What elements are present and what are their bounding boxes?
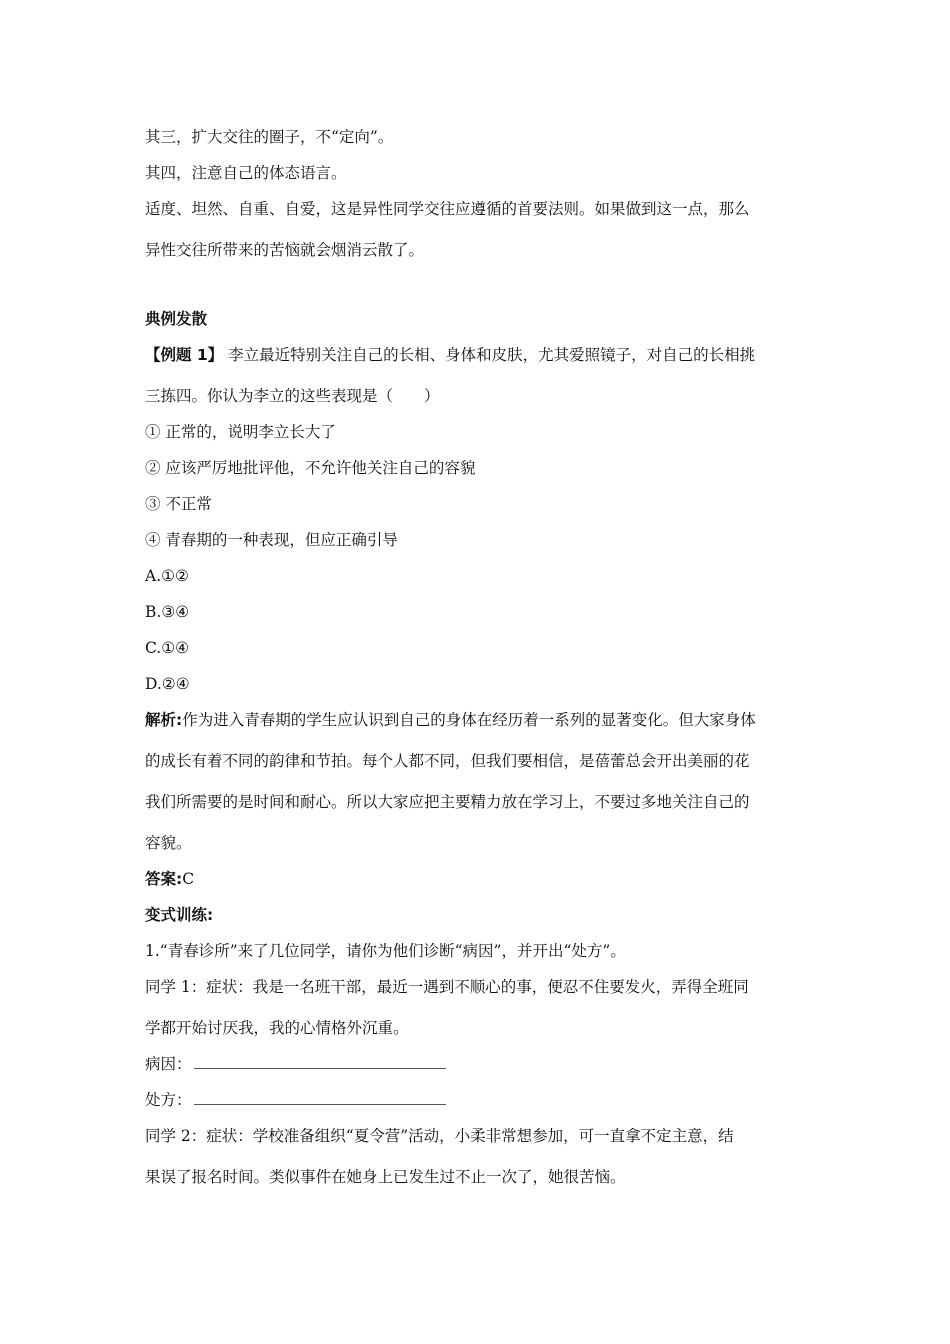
analysis-line-4: 容貌。 — [145, 834, 192, 852]
prescription-blank[interactable] — [194, 1090, 446, 1105]
answer-label: 答案: — [145, 870, 183, 888]
student-1-line-1: 同学 1：症状：我是一名班干部，最近一遇到不顺心的事，便忍不住要发火，弄得全班同 — [145, 978, 749, 996]
example-stem-line-2: 三拣四。你认为李立的这些表现是（ ） — [145, 387, 440, 405]
student-1-line-2: 学都开始讨厌我，我的心情格外沉重。 — [145, 1019, 409, 1037]
statement-3: ③ 不正常 — [145, 495, 212, 513]
student-2-line-1: 同学 2：症状：学校准备组织“夏令营”活动，小柔非常想参加，可一直拿不定主意，结 — [145, 1127, 734, 1145]
option-b: B.③④ — [145, 603, 190, 621]
intro-line-2: 其四，注意自己的体态语言。 — [145, 164, 347, 182]
student-2-line-2: 果误了报名时间。类似事件在她身上已发生过不止一次了，她很苦恼。 — [145, 1168, 626, 1186]
practice-question-1: 1.“青春诊所”来了几位同学，请你为他们诊断“病因”，并开出“处方”。 — [145, 942, 626, 960]
practice-title: 变式训练: — [145, 906, 214, 924]
option-c: C.①④ — [145, 639, 190, 657]
prescription-label: 处方： — [145, 1091, 192, 1109]
intro-line-3: 适度、坦然、自重、自爱，这是异性同学交往应遵循的首要法则。如果做到这一点，那么 — [145, 200, 750, 218]
answer-line — [145, 869, 194, 889]
example-stem-line-1 — [145, 345, 755, 365]
analysis-line-3: 我们所需要的是时间和耐心。所以大家应把主要精力放在学习上，不要过多地关注自己的 — [145, 793, 750, 811]
statement-4: ④ 青春期的一种表现，但应正确引导 — [145, 531, 398, 549]
prescription-line — [145, 1090, 446, 1110]
statement-1: ① 正常的，说明李立长大了 — [145, 423, 336, 441]
intro-line-4: 异性交往所带来的苦恼就会烟消云散了。 — [145, 241, 425, 259]
cause-blank[interactable] — [194, 1054, 446, 1069]
analysis-line-2: 的成长有着不同的韵律和节拍。每个人都不同，但我们要相信，是蓓蕾总会开出美丽的花 — [145, 752, 750, 770]
option-d: D.②④ — [145, 675, 190, 693]
analysis-line-1 — [145, 710, 756, 730]
option-a: A.①② — [145, 567, 189, 585]
statement-2: ② 应该严厉地批评他，不允许他关注自己的容貌 — [145, 459, 476, 477]
cause-line — [145, 1054, 446, 1074]
answer-value: C — [182, 870, 195, 888]
intro-line-1: 其三，扩大交往的圈子，不“定向”。 — [145, 128, 394, 146]
example-label: 【例题 1】 — [145, 346, 224, 364]
cause-label: 病因： — [145, 1055, 192, 1073]
section-title: 典例发散 — [145, 310, 208, 328]
example-stem-text: 李立最近特别关注自己的长相、身体和皮肤，尤其爱照镜子，对自己的长相挑 — [223, 346, 756, 364]
document-page — [145, 0, 825, 1344]
analysis-text-1: 作为进入青春期的学生应认识到自己的身体在经历着一系列的显著变化。但大家身体 — [182, 711, 756, 729]
analysis-label: 解析: — [145, 711, 183, 729]
